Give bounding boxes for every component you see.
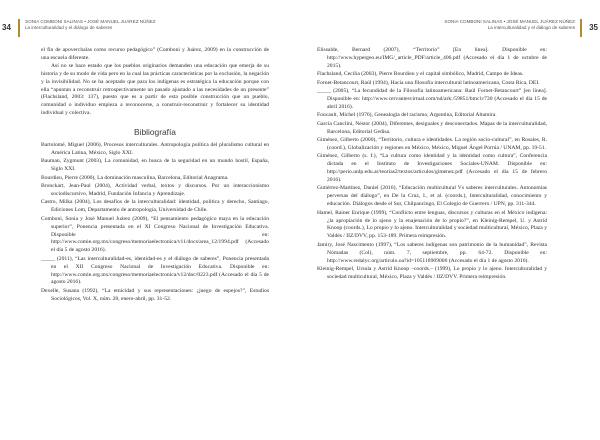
reference-entry: Kleinig-Rempel, Ursula y Astrid Knoop –coords.– (1999), Lo propio y lo ajeno. Interculturalidad y sociedad multicultural, México, Plaza y Valdés / IIZ/DVV. Primera reimpresión. xyxy=(317,265,547,280)
right-page xyxy=(300,0,600,440)
header-authors-left: SONIA COMBONI SALINAS • JOSÉ MANUEL JUÁREZ NÚÑEZ xyxy=(25,19,156,24)
right-page-body xyxy=(317,47,547,282)
left-page-header xyxy=(0,17,300,39)
reference-entry: _____ (2005), “La fecundidad de la Filosofía latinoamericana: Raúl Fornet-Betancourt” [en línea]. Disponible en: http://www.cervantesvirtual.com/nd/ark:/59851/bmc1r730 (Accesado el día 15 de abril 2016). xyxy=(317,88,547,110)
reference-entry: _____ (2011), “Las interculturalidad-es, identidad-es y el diálogo de saberes”, Ponencia presentada en el XII Congreso Nacional de Investigación Educativa. Disponible en: http://www.comie.org.mx/congreso/memoriaelectronica/v12/doc/0223.pdf (Accesado el día 5 de agosto 2016). xyxy=(41,255,269,286)
page-number-left: 34 xyxy=(2,23,11,32)
reference-entry: Hamel, Rainer Enrique (1999), “Conflicto entre lenguas, discursos y culturas en el México indígena: ¿la apropiación de lo ajeno y la enajenación de lo propio?”, en Kleinig-Rempel, U. y Astrid Knoop (coords.), Lo propio y lo ajeno. Interculturalidad y sociedad multicultural, México, Plaza y Valdés / IIZ/DVV, pp. 153-189. Primera reimpresión. xyxy=(317,209,547,240)
header-title-left: La interculturalidad y el diálogo de saberes xyxy=(25,25,113,31)
paragraph: Así no se hace estado que los pueblos originarios demanden una educación que emerja de su historia y de su modo de vida pero en la cual las prácticas características por la exclusión, la negación y la invisibilidad. No se ha aceptado que para los indígenas es estratégica la educación porque con ella “apuntan a reconstruir retrospectivamente un pasado ajustado a las necesidades de un presente” (Flachsland, 2003: 137), puesto que es a partir de esta posible construcción que un pueblo, comunidad o individuo empieza a reconocerse, a construir-reconstruir y fortalecer su identidad individual y colectiva. xyxy=(41,62,269,117)
reference-entry: Giménez, Gilberto (2000), “Territorio, cultura e identidades. La región socio-cultural”, en Rosales, R. (coord.), Globalización y regiones en México, México, Miguel Ángel Porrúa / UNAM, pp. 19-51. xyxy=(317,136,547,151)
reference-entry: Giménez, Gilberto (s. f.), “La cultura como identidad y la identidad como cultura”, Conferencia dictada en el Instituto de Investigaciones Sociales-UNAM. Disponible en: http://perio.unlp.edu.ar/teorias2/textos/articulos/gimenez.pdf (Accesado el día 15 de febrero 2016). xyxy=(317,153,547,183)
reference-entry: Jamiry, José Nascimento (1997), “Los saberes indígenas son patrimonio de la humanidad”, Revista Nómadas (Col), núm. 7, septiembre, pp. 64-72. Disponible en: http://www.redalyc.org/articulo.oa?id=105118909006 (Accesado el día 1 de agosto 2016). xyxy=(317,241,547,264)
reference-entry: Dexelle, Susana (1992), “La etnicidad y sus representaciones: ¿juego de espejos?”, Estudios Sociológicos, Vol. X, núm. 28, enero-abril, pp. 31-52. xyxy=(41,287,269,302)
reference-entry: Foucault, Michel (1976), Genealogía del racismo, Argentina, Editorial Altamira. xyxy=(317,112,497,119)
reference-entry: Gutiérrez-Martínez, Daniel (2016), “Educación multicultural Vs saberes interculturales. Antonomías perversas del diálogo”, en De la Cruz, I., et al. (coords.), Interculturalidad, conocimiento y educación. Diálogos desde el Sur, Chilpancingo, El Colegio de Guerrero / UPN, pp. 311-344. xyxy=(317,185,547,208)
reference-entry: Castro, Milka (2004), Los desafíos de la interculturalidad: identidad, política y derecho, Santiago, Ediciones Lom, Departamento de antropología, Universidad de Chile. xyxy=(41,199,269,214)
header-title-right: La interculturalidad y el diálogo de saberes xyxy=(487,25,575,31)
reference-entry: Bauman, Zygmunt (2003), La comunidad, en busca de la seguridad en un mundo hostil, España, Siglo XXI. xyxy=(41,158,269,173)
header-authors-right: SONIA COMBONI SALINAS • JOSÉ MANUEL JUÁREZ NÚÑEZ xyxy=(444,19,575,24)
left-page-body xyxy=(41,47,269,304)
running-header-left xyxy=(25,19,156,31)
reference-entry: Flachsland, Cecilia (2003), Pierre Bourdieu y el capital simbólico, Madrid, Campo de Ideas. xyxy=(317,71,524,78)
paragraph: el fin de apoverchalas como recurso pedagógico” (Comboni y Juárez, 2009) en la construcción de una escuela diferente. xyxy=(41,47,269,61)
page-number-right: 35 xyxy=(589,23,598,32)
reference-entry: Fornet-Betancourt, Raúl (1994), Hacia una filosofía intercultural latinoamericana, Costa Rica, DEI. xyxy=(317,79,540,86)
reference-entry: Comboni, Sonia y José Manuel Juárez (2009), “El pensamiento pedagógico maya en la educación superior”, Ponencia presentada en el XI Congreso Nacional de Investigación Educativa. Disponible en: http://www.comie.org.mx/congreso/memoriaelectronica/v11/docs/area_12/1994.pdf (Accesado el día 5 de agosto 2016). xyxy=(41,215,269,254)
reference-entry: García Canclini, Néstor (2004), Diferentes, desiguales y desconectados. Mapas de la interculturalidad, Barcelona, Editorial Gedisa. xyxy=(317,120,547,135)
reference-entry: Bartolomé, Miguel (2006), Procesos interculturales. Antropología política del pluralismo cultural en América Latina, México, Siglo XXI. xyxy=(41,142,269,156)
reference-entry: Bourdieu, Pierre (2000), La dominación masculina, Barcelona, Editorial Anagrama. xyxy=(41,174,229,181)
bibliography-heading: Bibliografía xyxy=(134,127,176,138)
running-header-right xyxy=(444,19,575,31)
reference-entry: Elissalde, Bernard (2007), “Territorio” [En línea]. Disponible en: http://www.hypergeo.eu/IMG/_article_PDF/article_406.pdf (Accesado el día 1 de octubre de 2015). xyxy=(317,47,547,69)
header-divider-right xyxy=(580,19,582,37)
reference-entry: Bronckart, Jean-Paul (2004), Actividad verbal, textos y discursos. Por un interaccionismo sociodiscursivo, Madrid, Fundación Infancia y Aprendizaje. xyxy=(41,183,269,197)
right-page-header xyxy=(300,17,600,39)
header-divider-left xyxy=(18,19,20,37)
